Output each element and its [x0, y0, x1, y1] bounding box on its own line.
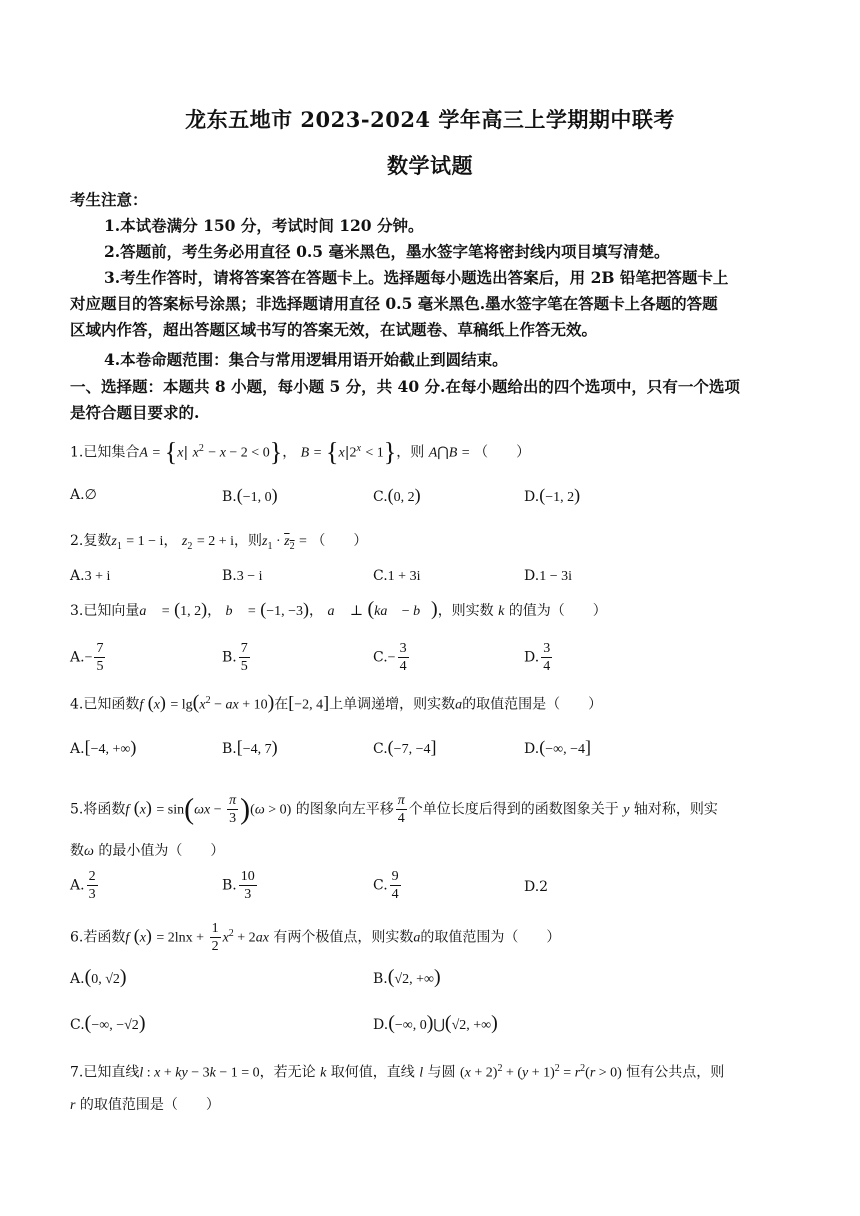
- question-3: 3.已知向量a⃗ = (1, 2)， b⃗ = (−1, −3)， a⃗ ⊥ (ka⃗ − b⃗)，则实数 k 的值为（ ）: [70, 598, 607, 620]
- q1-option-c: C.(0, 2): [373, 485, 421, 505]
- notice-heading: 考生注意：: [70, 190, 148, 209]
- q3-option-c: C.− $\frac{3}{4}$: [373, 641, 407, 674]
- notice-item-2: 2.答题前，考生务必用直径 0.5 毫米黑色，墨水签字笔将密封线内项目填写清楚。: [104, 242, 670, 261]
- q6-option-d: D.(−∞, 0)⋃(√2, +∞): [373, 1012, 498, 1034]
- section-heading: 一、选择题：本题共 8 小题，每小题 5 分，共 40 分.在每小题给出的四个选项中，只有一个选项: [70, 377, 740, 396]
- q3-option-a: A.− $\frac{7}{5}$: [70, 641, 104, 674]
- q5-option-d: D.2: [524, 879, 549, 895]
- notice-item-3: 3.考生作答时，请将答案答在答题卡上。选择题每小题选出答案后，用 2B 铅笔把答题卡上: [104, 268, 729, 287]
- q2-option-b: B.3 − i: [222, 568, 263, 584]
- question-6: 6.若函数f (x) = 2lnx + $\frac{1}{2}$ $x^2 + 2ax$ 有两个极值点，则实数a的取值范围为（ ）: [70, 921, 561, 954]
- notice-item-1: 1.本试卷满分 150 分，考试时间 120 分钟。: [104, 216, 424, 235]
- q1-option-d: D.(−1, 2): [524, 485, 581, 505]
- question-5: 5.将函数f (x) = sin(ωx − $\frac{\pi}{3}$ )(ω > 0) 的图象向左平移 $\frac{\pi}{4}$ 个单位长度后得到的函数图象关于 y 轴对称，则实: [70, 792, 718, 826]
- q1-option-a: A.∅: [70, 487, 97, 503]
- q6-option-a: A.(0, √2): [70, 966, 127, 988]
- q1-prefix: 1.已知集合: [70, 444, 140, 461]
- q3-option-d: D. $\frac{3}{4}$: [524, 641, 551, 674]
- q4-option-a: A.[−4, +∞): [70, 737, 137, 757]
- question-5-cont: 数ω 的最小值为（ ）: [70, 843, 225, 859]
- q5-option-b: B. $\frac{10}{3}$: [222, 869, 255, 902]
- notice-item-3-cont2: 区域内作答，超出答题区域书写的答案无效，在试题卷、草稿纸上作答无效。: [70, 320, 598, 339]
- exam-title: 龙东五地市 2023-2024 学年高三上学期期中联考: [185, 107, 675, 132]
- q2-option-c: C.1 + 3i: [373, 568, 421, 584]
- q3-option-b: B. $\frac{7}{5}$: [222, 641, 248, 674]
- q2-option-a: A.3 + i: [70, 568, 111, 584]
- q4-option-b: B.[−4, 7): [222, 737, 278, 757]
- q5-option-a: A. $\frac{2}{3}$: [70, 869, 96, 902]
- q4-option-d: D.(−∞, −4]: [524, 737, 591, 757]
- question-1: 1.已知集合A = {x| $x^2 - x - 2 < 0$}， B = {x|2$^x$ < 1}，则 A⋂B = （ ）: [70, 437, 531, 467]
- question-7: 7.已知直线l : x + ky − 3k − 1 = 0，若无论 k 取何值，直线 l 与圆 $(x + 2)^2 + (y + 1)^2 = r^2(r > 0)$ 恒有公共点，则: [70, 1063, 725, 1081]
- q2-option-d: D.1 − 3i: [524, 568, 572, 584]
- question-7-cont: r 的取值范围是（ ）: [70, 1097, 220, 1113]
- q1-option-b: B.(−1, 0): [222, 485, 278, 505]
- q6-option-b: B.(√2, +∞): [373, 966, 441, 988]
- notice-item-3-cont: 对应题目的答案标号涂黑；非选择题请用直径 0.5 毫米黑色.墨水签字笔在答题卡上各题的答题: [70, 294, 718, 313]
- section-heading-cont: 是符合题目要求的.: [70, 403, 200, 422]
- question-4: 4.已知函数f $(x) = \lg(x^2$ − ax + 10)在[−2, 4]上单调递增，则实数a的取值范围是（ ）: [70, 691, 603, 714]
- q4-option-c: C.(−7, −4]: [373, 737, 437, 757]
- exam-subtitle: 数学试题: [387, 153, 473, 178]
- q5-option-c: C. $\frac{9}{4}$: [373, 869, 399, 902]
- notice-item-4: 4.本卷命题范围：集合与常用逻辑用语开始截止到圆结束。: [104, 350, 508, 369]
- q6-option-c: C.(−∞, −√2): [70, 1012, 146, 1034]
- question-2: 2.复数$z_1 = 1 - i$， $z_2 = 2 + i$，则$z_1 \cdot z_2$ = （ ）: [70, 533, 368, 552]
